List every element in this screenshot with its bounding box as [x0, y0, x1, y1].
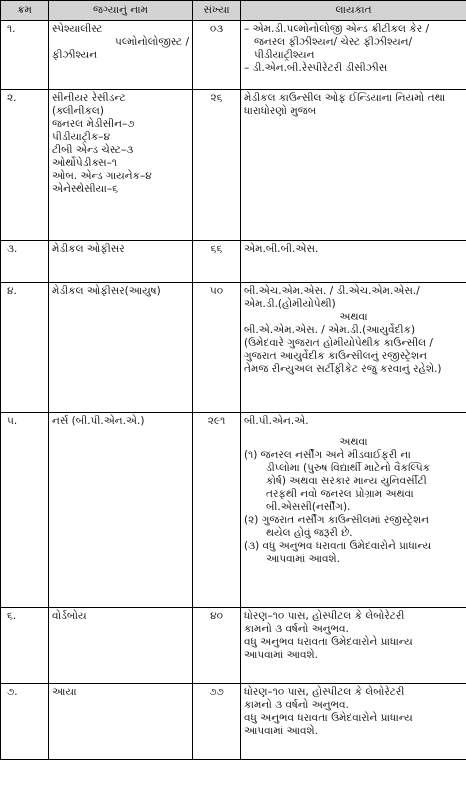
post-name-line: નર્સ (બી.પી.એન.એ.) — [52, 415, 145, 427]
header-serial: ક્રમ — [1, 1, 49, 21]
qualification-line: કોર્ષ) અથવા સરકાર માન્ય યુનિવર્સીટી — [266, 475, 427, 487]
qualification-line: ડીપ્લોમા (પુરુષ વિદ્યાર્થી માટેનો વૈકલ્પિક — [266, 462, 431, 474]
qualification-line: વધુ અનુભવ ધરાવતા ઉમેદવારોને પ્રાધાન્ય — [244, 712, 413, 724]
qualification-line: તેમજ રીન્યુઅલ સર્ટીફીકેટ રજુ કરવાનું રહેશે.) — [244, 363, 442, 375]
table-row — [1, 241, 466, 283]
post-name-line: ઓબ. એન્ડ ગાયનેક–૪ — [52, 170, 152, 182]
post-name-line: મેડીકલ ઓફીસર — [52, 243, 125, 255]
qualification-line: મેડીકલ કાઉન્સીલ ઓફ ઈન્ડિયાના નિયમો તથા — [244, 92, 446, 104]
row-serial: ૭. — [1, 684, 49, 760]
qualification-line: કામનો ૩ વર્ષનો અનુભવ. — [244, 623, 349, 635]
row-count: ૫૦ — [193, 283, 241, 413]
row-count: ૨૯૧ — [193, 413, 241, 608]
header-row — [1, 1, 466, 21]
post-name-line: એનેસ્થેસીયા–૬ — [52, 183, 118, 195]
row-serial: ૫. — [1, 413, 49, 608]
qualification-line: – એમ.ડી.પલ્મોનોલોજી એન્ડ ક્રીટીકલ કેર / — [244, 23, 430, 35]
qualification-line: વધુ અનુભવ ધરાવતા ઉમેદવારોને પ્રાધાન્ય — [244, 636, 413, 648]
post-name-line: ટીબી એન્ડ ચેસ્ટ–૩ — [52, 144, 134, 156]
post-name-line: પીડીયાટ્રીક–૪ — [52, 131, 111, 143]
qualification-line: આપવામાં આવશે. — [244, 725, 318, 737]
row-count: ૬૬ — [193, 241, 241, 283]
qualification-line: ગુજરાત આયુર્વેદીક કાઉન્સીલનું રજીસ્ટ્રેશન — [244, 350, 427, 362]
qualification-line: બી.એ.એમ.એસ. / એમ.ડી.(આયુર્વેદીક) — [244, 324, 416, 336]
post-name-line: મેડીકલ ઓફીસર(આયુષ) — [52, 285, 161, 297]
row-count: ૪૦ — [193, 608, 241, 684]
qualification-line: એમ.ડી.(હોમીયોપેથી) — [244, 298, 336, 310]
post-name-line: સ્પેશ્યાલીસ્ટ — [52, 23, 103, 35]
qualification-line: બી.પી.એન.એ. — [244, 415, 309, 427]
qualification-line: કામનો ૩ વર્ષનો અનુભવ. — [244, 699, 349, 711]
table-row — [1, 608, 466, 684]
table-row — [1, 413, 466, 608]
row-count: ૨૬ — [193, 90, 241, 241]
table-row — [1, 90, 466, 241]
qualification-line: (૨) ગુજરાત નર્સીંગ કાઉન્સીલમાં રજીસ્ટ્રેશન — [244, 514, 429, 526]
post-name-line: આયા — [52, 686, 77, 698]
qualification-line: બી.એચ.એમ.એસ. / ડી.એચ.એમ.એસ./ — [244, 285, 420, 297]
row-qualification — [241, 241, 466, 283]
row-qualification — [241, 684, 466, 760]
row-count: ૦૩ — [193, 21, 241, 90]
row-qualification — [241, 608, 466, 684]
row-post-name — [49, 241, 193, 283]
qualification-line: થયેલ હોવું જરૂરી છે. — [266, 527, 353, 539]
row-post-name — [49, 608, 193, 684]
row-serial: ૩. — [1, 241, 49, 283]
row-serial: ૪. — [1, 283, 49, 413]
qualification-line: આપવામાં આવશે. — [244, 649, 318, 661]
table-row — [1, 684, 466, 760]
row-serial: ૧. — [1, 21, 49, 90]
row-serial: ૨. — [1, 90, 49, 241]
qualification-line — [244, 428, 463, 436]
qualification-line: ધારાધોરણો મુજબ — [244, 105, 317, 117]
post-name-line: પલ્મોનોલોજીસ્ટ / — [115, 36, 189, 48]
qualification-line: (૧) જનરલ નર્સીંગ અને મીડવાઈફરી ના — [244, 449, 411, 461]
header-post-name: જગ્યાનું નામ — [49, 1, 193, 21]
table-row — [1, 21, 466, 90]
qualification-line: ધોરણ–૧૦ પાસ, હોસ્પીટલ કે લેબોરેટરી — [244, 686, 405, 698]
row-post-name — [49, 21, 193, 90]
qualification-line: (૩) વધુ અનુભવ ધરાવતા ઉમેદવારોને પ્રાધાન્ય — [244, 540, 432, 552]
qualification-line: ધોરણ–૧૦ પાસ, હોસ્પીટલ કે લેબોરેટરી — [244, 610, 405, 622]
qualification-line: જનરલ ફીઝીશ્યન/ ચેસ્ટ ફીઝીશ્યન/ — [254, 36, 413, 48]
row-post-name — [49, 90, 193, 241]
row-qualification — [241, 90, 466, 241]
row-qualification — [241, 283, 466, 413]
qualification-line: – ડી.એન.બી.રેસ્પીરેટરી ડીસીઝીસ — [244, 62, 388, 74]
qualification-line: અથવા — [339, 311, 368, 323]
header-count: સંખ્યા — [193, 1, 241, 21]
qualification-line: (ઉમેદવારે ગુજરાત હોમીયોપેથીક કાઉન્સીલ / — [244, 337, 433, 349]
post-name-line: વોર્ડબોય — [52, 610, 87, 622]
qualification-line: તરફથી નવો જનરલ પ્રોગ્રામ અથવા — [266, 488, 414, 500]
row-qualification — [241, 21, 466, 90]
row-count: ૭૭ — [193, 684, 241, 760]
row-post-name — [49, 413, 193, 608]
post-name-line: (ક્લીનીકલ) — [52, 105, 104, 117]
qualification-line: એમ.બી.બી.એસ. — [244, 243, 319, 255]
qualification-line: અથવા — [339, 436, 368, 448]
post-name-line: ઓર્થોપેડીક્સ–૧ — [52, 157, 118, 169]
header-qualification: લાયકાત — [241, 1, 466, 21]
row-post-name — [49, 684, 193, 760]
qualification-line: પીડીયાટ્રીશ્યન — [254, 49, 315, 61]
post-name-line: ફીઝીશ્યન — [52, 49, 98, 61]
qualification-line: આપવામાં આવશે. — [266, 553, 340, 565]
row-serial: ૬. — [1, 608, 49, 684]
post-name-line: સીનીયર રેસીડન્ટ — [52, 92, 126, 104]
row-qualification — [241, 413, 466, 608]
row-post-name — [49, 283, 193, 413]
post-name-line: જનરલ મેડીસીન–૭ — [52, 118, 135, 130]
table-row — [1, 283, 466, 413]
qualification-line: બી.એસસી(નર્સીંગ). — [266, 501, 351, 513]
